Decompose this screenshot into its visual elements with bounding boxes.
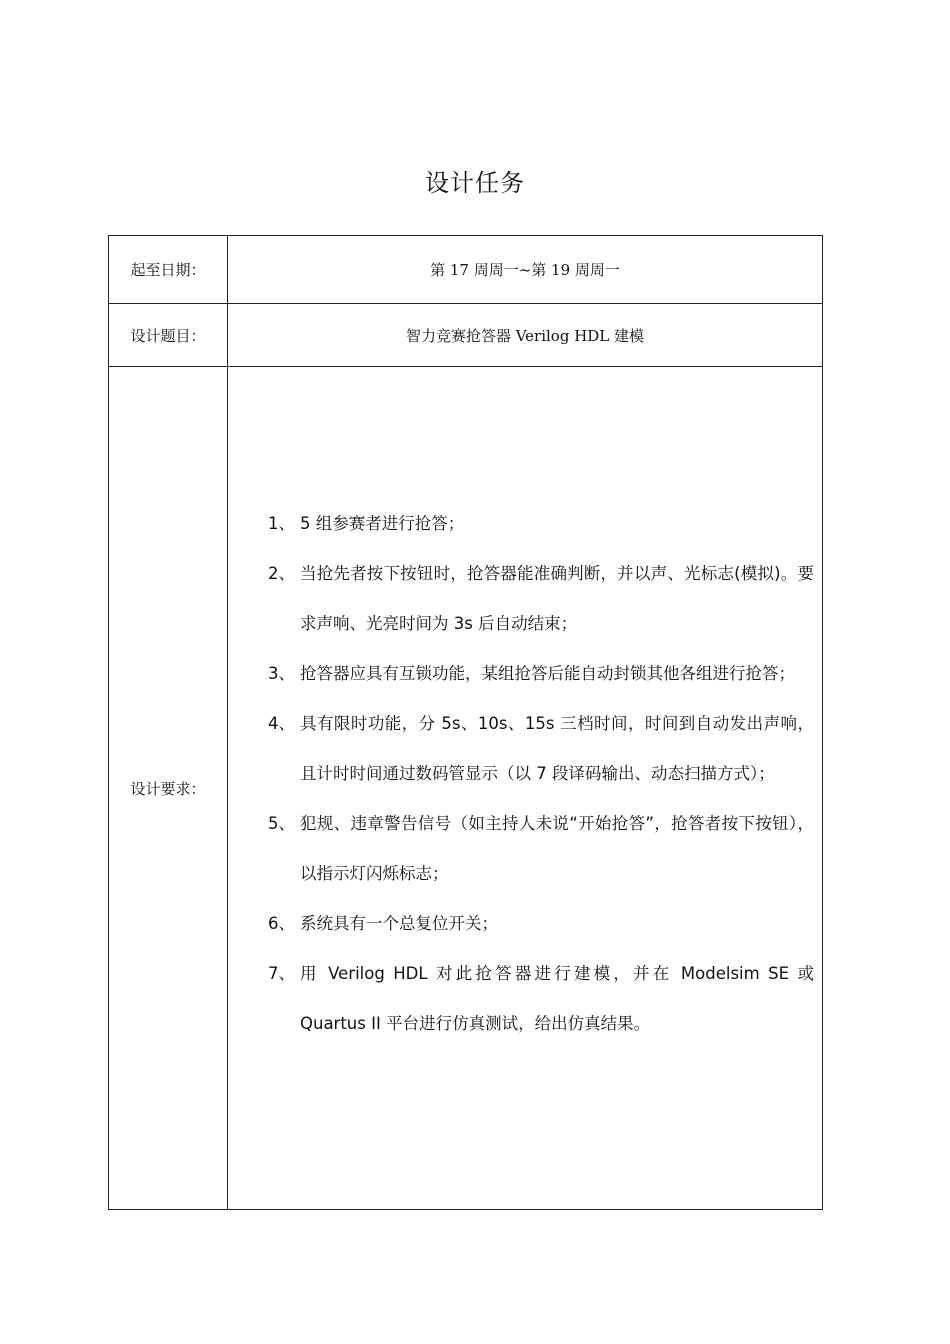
requirement-text: 具有限时功能，分 5s、10s、15s 三档时间，时间到自动发出声响，且计时时间通过数码管显示（以 7 段译码输出、动态扫描方式）； [300,714,814,783]
requirement-number: 5、 [268,814,295,833]
design-task-table [108,235,823,1210]
requirement-item [268,549,814,649]
table-row-requirements [109,367,823,1210]
requirements-label: 设计要求： [109,367,228,1210]
requirement-text: 当抢先者按下按钮时，抢答器能准确判断，并以声、光标志(模拟)。要求声响、光亮时间为 3s 后自动结束； [300,564,814,633]
requirement-number: 4、 [268,714,295,733]
requirement-text: 系统具有一个总复位开关； [300,914,498,933]
requirement-number: 6、 [268,914,295,933]
requirement-number: 1、 [268,514,295,533]
requirement-number: 7、 [268,964,295,983]
requirement-text: 犯规、违章警告信号（如主持人未说“开始抢答”，抢答者按下按钮），以指示灯闪烁标志； [300,814,814,883]
table-row-topic [109,304,823,367]
page-title: 设计任务 [425,169,525,197]
requirement-number: 2、 [268,564,295,583]
requirements-cell [228,367,823,1210]
requirement-item [268,899,814,949]
topic-label: 设计题目： [109,304,228,367]
requirement-text: 5 组参赛者进行抢答； [300,514,465,533]
topic-value: 智力竞赛抢答器 Verilog HDL 建模 [228,304,823,367]
date-value: 第 17 周周一~第 19 周周一 [228,236,823,304]
requirement-item [268,949,814,1049]
table-row-date [109,236,823,304]
requirements-list [228,417,822,1159]
requirement-item [268,499,814,549]
requirement-text: 用 Verilog HDL 对此抢答器进行建模，并在 Modelsim SE 或 Quartus II 平台进行仿真测试，给出仿真结果。 [300,964,814,1033]
requirement-item [268,649,814,699]
requirement-item [268,699,814,799]
requirement-item [268,799,814,899]
requirement-text: 抢答器应具有互锁功能，某组抢答后能自动封锁其他各组进行抢答； [300,664,795,683]
requirement-number: 3、 [268,664,295,683]
date-label: 起至日期： [109,236,228,304]
